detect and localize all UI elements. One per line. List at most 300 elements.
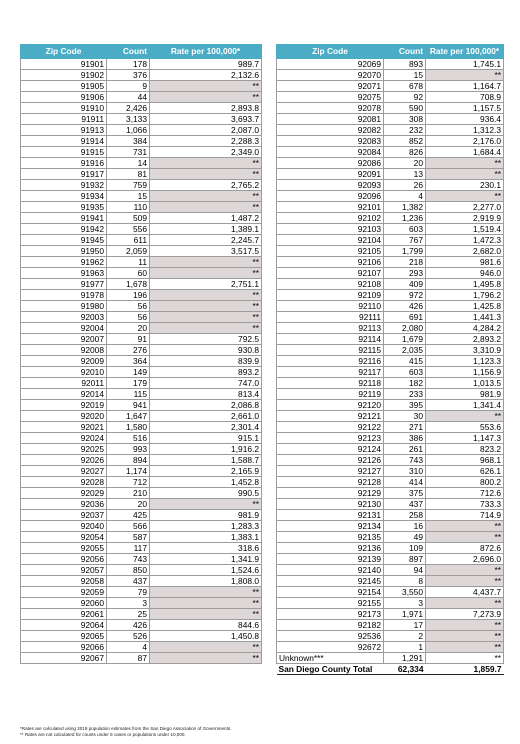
count-cell: 16 [384,521,426,532]
count-cell: 26 [384,180,426,191]
table-row [277,400,504,411]
count-cell: 731 [107,147,150,158]
rate-cell: 7,273.9 [426,609,504,620]
zip-cell: 92115 [277,345,384,356]
zip-cell: 92059 [21,587,107,598]
count-cell: 375 [384,488,426,499]
rate-cell: 3,693.7 [150,114,262,125]
zip-cell: 92081 [277,114,384,125]
table-row [277,301,504,312]
count-cell: 218 [384,257,426,268]
count-cell: 409 [384,279,426,290]
rate-cell: 2,349.0 [150,147,262,158]
zip-cell: 92004 [21,323,107,334]
table-row [21,70,262,81]
rate-cell: 1,147.3 [426,433,504,444]
zip-cell: 92123 [277,433,384,444]
count-cell: 110 [107,202,150,213]
rate-cell: 1,588.7 [150,455,262,466]
zip-cell: 92025 [21,444,107,455]
zip-cell: 92037 [21,510,107,521]
table-row [277,235,504,246]
zip-cell: 92040 [21,521,107,532]
footnotes [20,726,231,738]
count-cell: 2,059 [107,246,150,257]
zip-cell: 92011 [21,378,107,389]
count-cell: 526 [107,631,150,642]
table-row [277,499,504,510]
table-row [21,345,262,356]
zip-cell: 92119 [277,389,384,400]
zip-cell: 92091 [277,169,384,180]
rate-cell: 936.4 [426,114,504,125]
header-zip: Zip Code [21,45,107,59]
table-row [277,290,504,301]
rate-cell: ** [150,301,262,312]
zip-cell: 92027 [21,466,107,477]
count-cell: 941 [107,400,150,411]
table-row [21,136,262,147]
table-row [21,455,262,466]
zip-cell: 91962 [21,257,107,268]
count-cell: 233 [384,389,426,400]
zip-cell: 92536 [277,631,384,642]
count-cell: 712 [107,477,150,488]
count-cell: 1,971 [384,609,426,620]
rate-cell: 823.2 [426,444,504,455]
zip-cell: 91945 [21,235,107,246]
zip-cell: 92128 [277,477,384,488]
zip-cell: 92057 [21,565,107,576]
table-row [21,169,262,180]
table-row [277,444,504,455]
count-cell: 81 [107,169,150,180]
count-cell: 556 [107,224,150,235]
table-row [277,422,504,433]
count-cell: 49 [384,532,426,543]
count-cell: 293 [384,268,426,279]
count-cell: 94 [384,565,426,576]
count-cell: 276 [107,345,150,356]
zip-cell: 92069 [277,59,384,70]
count-cell: 395 [384,400,426,411]
table-row [277,180,504,191]
count-cell: 115 [107,389,150,400]
zip-cell: 91916 [21,158,107,169]
zip-cell: 92114 [277,334,384,345]
rate-cell: ** [426,70,504,81]
table-row [277,609,504,620]
rate-cell: ** [426,565,504,576]
table-row [21,191,262,202]
rate-cell: 2,893.8 [150,103,262,114]
table-row [277,554,504,565]
table-row [21,301,262,312]
rate-cell: 2,245.7 [150,235,262,246]
count-cell: 87 [107,653,150,664]
total-row [277,664,504,675]
rate-cell: ** [150,158,262,169]
count-cell: 92 [384,92,426,103]
table-row [21,158,262,169]
count-cell: 79 [107,587,150,598]
zip-cell: 92075 [277,92,384,103]
rate-cell: 792.5 [150,334,262,345]
zip-cell: 92130 [277,499,384,510]
zip-cell: 92071 [277,81,384,92]
count-cell: 376 [107,70,150,81]
zip-cell: 91980 [21,301,107,312]
rate-cell: 1,341.9 [150,554,262,565]
rate-cell: 2,919.9 [426,213,504,224]
table-row [21,543,262,554]
count-cell: 1,382 [384,202,426,213]
rate-cell: 1,472.3 [426,235,504,246]
table-row [21,279,262,290]
count-cell: 20 [107,499,150,510]
zip-cell: 92110 [277,301,384,312]
count-cell: 1 [384,642,426,653]
table-row [277,488,504,499]
zip-cell: 92096 [277,191,384,202]
table-row [21,378,262,389]
rate-cell: 2,277.0 [426,202,504,213]
zip-cell: 92122 [277,422,384,433]
count-cell: 258 [384,510,426,521]
count-cell: 1,799 [384,246,426,257]
zip-cell: 92155 [277,598,384,609]
header-rate: Rate per 100,000* [150,45,262,59]
rate-cell: 2,165.9 [150,466,262,477]
rate-cell: ** [150,202,262,213]
table-row [277,532,504,543]
count-cell: 611 [107,235,150,246]
rate-cell: 1,283.3 [150,521,262,532]
zip-cell: 92024 [21,433,107,444]
zip-cell: 92010 [21,367,107,378]
count-cell: 437 [384,499,426,510]
zip-cell: 92103 [277,224,384,235]
rate-cell: 2,682.0 [426,246,504,257]
rate-cell: 1,441.3 [426,312,504,323]
count-cell: 109 [384,543,426,554]
count-cell: 20 [107,323,150,334]
table-row [21,411,262,422]
count-cell: 603 [384,224,426,235]
footnote-suppression: ** Rates are not calculated for counts under 5 cases or populations under 10,000. [20,732,186,737]
unknown-rate: ** [426,653,504,664]
table-row [21,290,262,301]
zip-cell: 92093 [277,180,384,191]
count-cell: 2,080 [384,323,426,334]
zip-cell: 92120 [277,400,384,411]
table-row [277,136,504,147]
rate-cell: 990.5 [150,488,262,499]
table-row [277,169,504,180]
header-count: Count [107,45,150,59]
table-row [21,532,262,543]
count-cell: 415 [384,356,426,367]
table-row [21,125,262,136]
table-row [277,257,504,268]
zip-cell: 92672 [277,642,384,653]
count-cell: 56 [107,312,150,323]
count-cell: 603 [384,367,426,378]
count-cell: 117 [107,543,150,554]
count-cell: 15 [384,70,426,81]
table-row [277,576,504,587]
count-cell: 425 [107,510,150,521]
rate-cell: 4,284.2 [426,323,504,334]
table-row [21,642,262,653]
rate-cell: ** [426,411,504,422]
count-cell: 993 [107,444,150,455]
zip-cell: 92086 [277,158,384,169]
rate-cell: 968.1 [426,455,504,466]
table-row [21,323,262,334]
zip-cell: 92084 [277,147,384,158]
zip-cell: 92061 [21,609,107,620]
rate-cell: 712.6 [426,488,504,499]
count-cell: 308 [384,114,426,125]
count-cell: 759 [107,180,150,191]
table-row [277,367,504,378]
zip-cell: 92026 [21,455,107,466]
zip-cell: 92145 [277,576,384,587]
count-cell: 743 [107,554,150,565]
table-row [277,59,504,70]
rate-cell: ** [150,169,262,180]
rate-cell: ** [426,521,504,532]
zip-cell: 92104 [277,235,384,246]
count-cell: 1,174 [107,466,150,477]
table-row [21,356,262,367]
table-row [21,180,262,191]
count-cell: 44 [107,92,150,103]
count-cell: 386 [384,433,426,444]
rate-cell: 1,450.8 [150,631,262,642]
table-row [21,81,262,92]
count-cell: 414 [384,477,426,488]
count-cell: 3,550 [384,587,426,598]
table-row [277,202,504,213]
rate-cell: 930.8 [150,345,262,356]
count-cell: 566 [107,521,150,532]
rate-cell: 2,132.6 [150,70,262,81]
count-cell: 56 [107,301,150,312]
count-cell: 437 [107,576,150,587]
count-cell: 91 [107,334,150,345]
rate-cell: 1,487.2 [150,213,262,224]
zip-cell: 91977 [21,279,107,290]
header-row [21,45,262,59]
count-cell: 4 [384,191,426,202]
rate-cell: 1,745.1 [426,59,504,70]
footnote-rates: *Rates are calculated using 2019 population estimates from the San Diego Association of Governments. [20,726,232,731]
count-cell: 1,679 [384,334,426,345]
zip-cell: 91917 [21,169,107,180]
count-cell: 1,647 [107,411,150,422]
header-row [277,45,504,59]
table-row [277,521,504,532]
table-row [21,444,262,455]
rate-cell: 2,087.0 [150,125,262,136]
rate-cell: 1,123.3 [426,356,504,367]
count-cell: 1,580 [107,422,150,433]
table-row [21,224,262,235]
table-row [277,598,504,609]
count-cell: 691 [384,312,426,323]
zip-cell: 92082 [277,125,384,136]
rate-cell: 2,765.2 [150,180,262,191]
rate-cell: 1,164.7 [426,81,504,92]
rate-cell: 747.0 [150,378,262,389]
count-cell: 972 [384,290,426,301]
table-row [277,279,504,290]
table-row [21,521,262,532]
count-cell: 30 [384,411,426,422]
zip-cell: 92108 [277,279,384,290]
count-cell: 426 [107,620,150,631]
rate-cell: 2,288.3 [150,136,262,147]
count-cell: 179 [107,378,150,389]
rate-cell: ** [426,642,504,653]
table-row [277,125,504,136]
zip-table-right [276,44,504,675]
rate-cell: 1,916.2 [150,444,262,455]
count-cell: 196 [107,290,150,301]
zip-cell: 91950 [21,246,107,257]
table-row [21,565,262,576]
table-row [21,499,262,510]
table-row [277,92,504,103]
table-row [21,246,262,257]
count-cell: 14 [107,158,150,169]
rate-cell: ** [426,631,504,642]
rate-cell: ** [150,92,262,103]
rate-cell: 1,684.4 [426,147,504,158]
rate-cell: 981.9 [426,389,504,400]
rate-cell: ** [150,598,262,609]
count-cell: 3 [384,598,426,609]
table-row [277,114,504,125]
count-cell: 364 [107,356,150,367]
rate-cell: ** [150,257,262,268]
count-cell: 678 [384,81,426,92]
zip-cell: 92117 [277,367,384,378]
rate-cell: 1,383.1 [150,532,262,543]
rate-cell: 989.7 [150,59,262,70]
count-cell: 25 [107,609,150,620]
rate-cell: 553.6 [426,422,504,433]
table-row [277,213,504,224]
table-row [277,433,504,444]
rate-cell: 2,086.8 [150,400,262,411]
rate-cell: 1,452.8 [150,477,262,488]
zip-cell: 91914 [21,136,107,147]
count-cell: 11 [107,257,150,268]
rate-cell: ** [150,312,262,323]
count-cell: 893 [384,59,426,70]
zip-cell: 92029 [21,488,107,499]
table-row [277,642,504,653]
rate-cell: ** [150,191,262,202]
zip-cell: 91942 [21,224,107,235]
total-count: 62,334 [384,664,426,675]
unknown-row [277,653,504,664]
table-row [21,477,262,488]
table-row [21,433,262,444]
table-row [277,631,504,642]
zip-cell: 92058 [21,576,107,587]
table-row [21,147,262,158]
rate-cell: 318.6 [150,543,262,554]
zip-cell: 92182 [277,620,384,631]
count-cell: 590 [384,103,426,114]
count-cell: 509 [107,213,150,224]
rate-cell: 2,301.4 [150,422,262,433]
zip-cell: 92003 [21,312,107,323]
rate-cell: 1,156.9 [426,367,504,378]
count-cell: 894 [107,455,150,466]
table-row [277,477,504,488]
count-cell: 897 [384,554,426,565]
rate-cell: 1,519.4 [426,224,504,235]
table-row [21,598,262,609]
zip-cell: 92131 [277,510,384,521]
table-row [21,488,262,499]
count-cell: 4 [107,642,150,653]
zip-cell: 92020 [21,411,107,422]
count-cell: 20 [384,158,426,169]
rate-cell: 893.2 [150,367,262,378]
zip-cell: 92154 [277,587,384,598]
count-cell: 8 [384,576,426,587]
count-cell: 587 [107,532,150,543]
rate-cell: 2,176.0 [426,136,504,147]
count-cell: 310 [384,466,426,477]
unknown-label: Unknown*** [277,653,384,664]
count-cell: 426 [384,301,426,312]
zip-cell: 92113 [277,323,384,334]
rate-cell: 1,157.5 [426,103,504,114]
table-row [277,334,504,345]
table-row [277,147,504,158]
rate-cell: ** [150,642,262,653]
zip-cell: 92067 [21,653,107,664]
zip-cell: 92173 [277,609,384,620]
count-cell: 1,236 [384,213,426,224]
zip-cell: 91915 [21,147,107,158]
zip-cell: 92078 [277,103,384,114]
rate-cell: 981.9 [150,510,262,521]
count-cell: 261 [384,444,426,455]
rate-cell: 1,341.4 [426,400,504,411]
zip-cell: 91910 [21,103,107,114]
count-cell: 826 [384,147,426,158]
table-row [21,576,262,587]
zip-cell: 92021 [21,422,107,433]
rate-cell: 1,013.5 [426,378,504,389]
rate-cell: 708.9 [426,92,504,103]
count-cell: 9 [107,81,150,92]
rate-cell: 733.3 [426,499,504,510]
zip-cell: 92101 [277,202,384,213]
zip-cell: 91913 [21,125,107,136]
table-row [277,224,504,235]
zip-cell: 92056 [21,554,107,565]
zip-cell: 92019 [21,400,107,411]
